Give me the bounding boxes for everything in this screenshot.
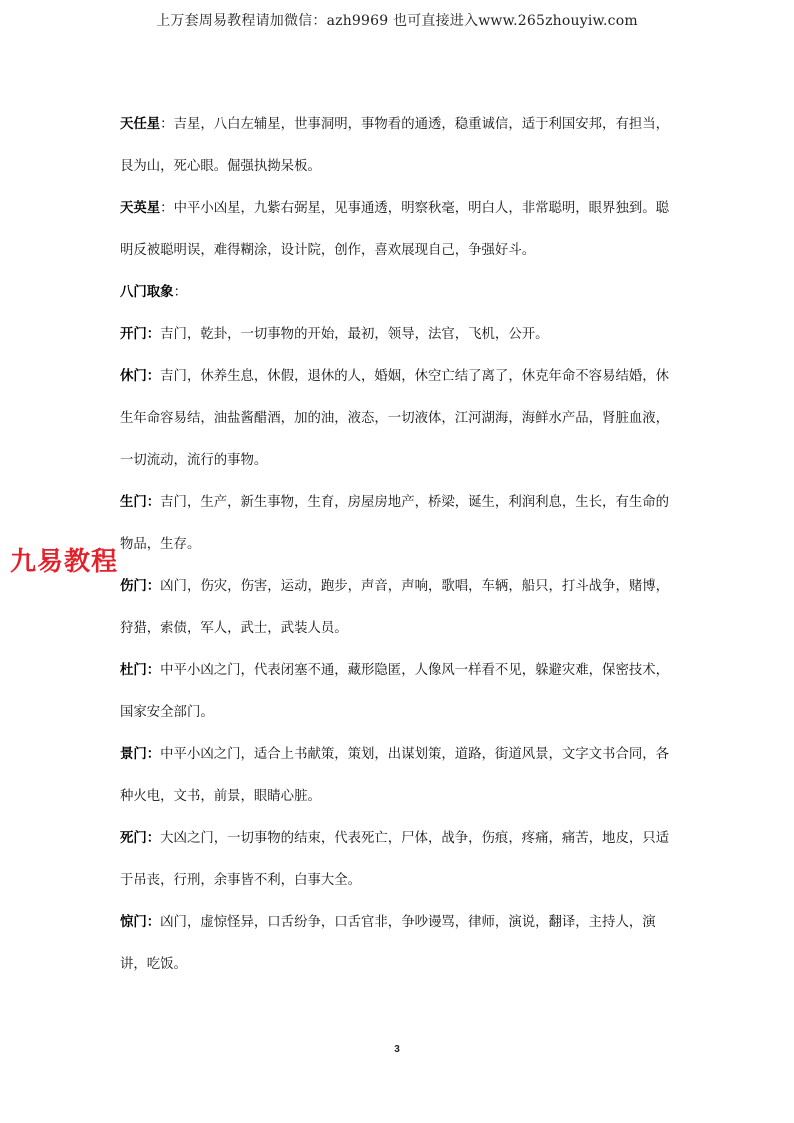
paragraph-text: 大凶之门，一切事物的结束，代表死亡，尸体，战争，伤痕，疼痛，痛苦，地皮，只适于吊丧，行刑，余事皆不利，白事大全。 (120, 831, 670, 888)
paragraph-xiu-gate (120, 356, 680, 482)
document-body (120, 104, 680, 986)
paragraph-text: 凶门，伤灾，伤害，运动，跑步，声音，声响，歌唱，车辆，船只，打斗战争，赌博，狩猎，索债，军人，武士，武装人员。 (120, 579, 670, 636)
paragraph-jing-scene-gate (120, 734, 680, 818)
term-label: 生门： (120, 495, 161, 510)
term-separator: ： (173, 285, 187, 300)
paragraph-text: 吉星，八白左辅星，世事洞明，事物看的通透，稳重诚信，适于利国安邦，有担当，艮为山，死心眼。倔强执拗呆板。 (120, 117, 670, 174)
paragraph-tianren-star (120, 104, 680, 188)
term-label: 休门： (120, 369, 161, 384)
paragraph-du-gate (120, 650, 680, 734)
section-heading-eight-gates (120, 272, 680, 314)
term-label: 开门： (120, 327, 161, 342)
term-label: 杜门： (120, 663, 161, 678)
paragraph-shang-gate (120, 566, 680, 650)
paragraph-text: 凶门，虚惊怪异，口舌纷争，口舌官非，争吵谩骂，律师，演说，翻译，主持人，演讲，吃饭。 (120, 915, 656, 972)
watermark-logo: 九易教程 (10, 547, 119, 577)
term-separator: ： (160, 117, 174, 132)
page-number: 3 (394, 1044, 400, 1055)
paragraph-jing-fright-gate (120, 902, 680, 986)
term-label: 八门取象 (120, 285, 174, 300)
term-label: 死门： (120, 831, 161, 846)
paragraph-sheng-gate (120, 482, 680, 566)
term-label: 天任星 (120, 117, 161, 132)
paragraph-kai-gate (120, 314, 680, 356)
paragraph-tianying-star (120, 188, 680, 272)
paragraph-text: 中平小凶星，九紫右弼星，见事通透，明察秋毫，明白人，非常聪明，眼界独到。聪明反被聪明误，难得糊涂，设计院，创作，喜欢展现自己，争强好斗。 (120, 201, 670, 258)
term-separator: ： (160, 201, 174, 216)
paragraph-text: 吉门，乾卦，一切事物的开始，最初，领导，法官，飞机，公开。 (160, 327, 549, 342)
term-label: 景门： (120, 747, 161, 762)
paragraph-text: 吉门，休养生息，休假，退休的人，婚姻，休空亡结了离了，休克年命不容易结婚，休生年命容易结，油盐酱醋酒，加的油，液态，一切液体，江河湖海，海鲜水产品，肾脏血液，一切流动，流行的事物。 (120, 369, 670, 468)
paragraph-text: 吉门，生产，新生事物，生育，房屋房地产，桥梁，诞生，利润利息，生长，有生命的物品，生存。 (120, 495, 670, 552)
term-label: 伤门： (120, 579, 161, 594)
paragraph-si-gate (120, 818, 680, 902)
page-header: 上万套周易教程请加微信：azh9969 也可直接进入www.265zhouyiw.com (156, 13, 638, 29)
term-label: 惊门： (120, 915, 161, 930)
paragraph-text: 中平小凶之门，适合上书献策，策划，出谋划策，道路，街道风景，文字文书合同，各种火电，文书，前景，眼睛心脏。 (120, 747, 670, 804)
term-label: 天英星 (120, 201, 161, 216)
paragraph-text: 中平小凶之门，代表闭塞不通，藏形隐匿，人像风一样看不见，躲避灾难，保密技术，国家安全部门。 (120, 663, 670, 720)
